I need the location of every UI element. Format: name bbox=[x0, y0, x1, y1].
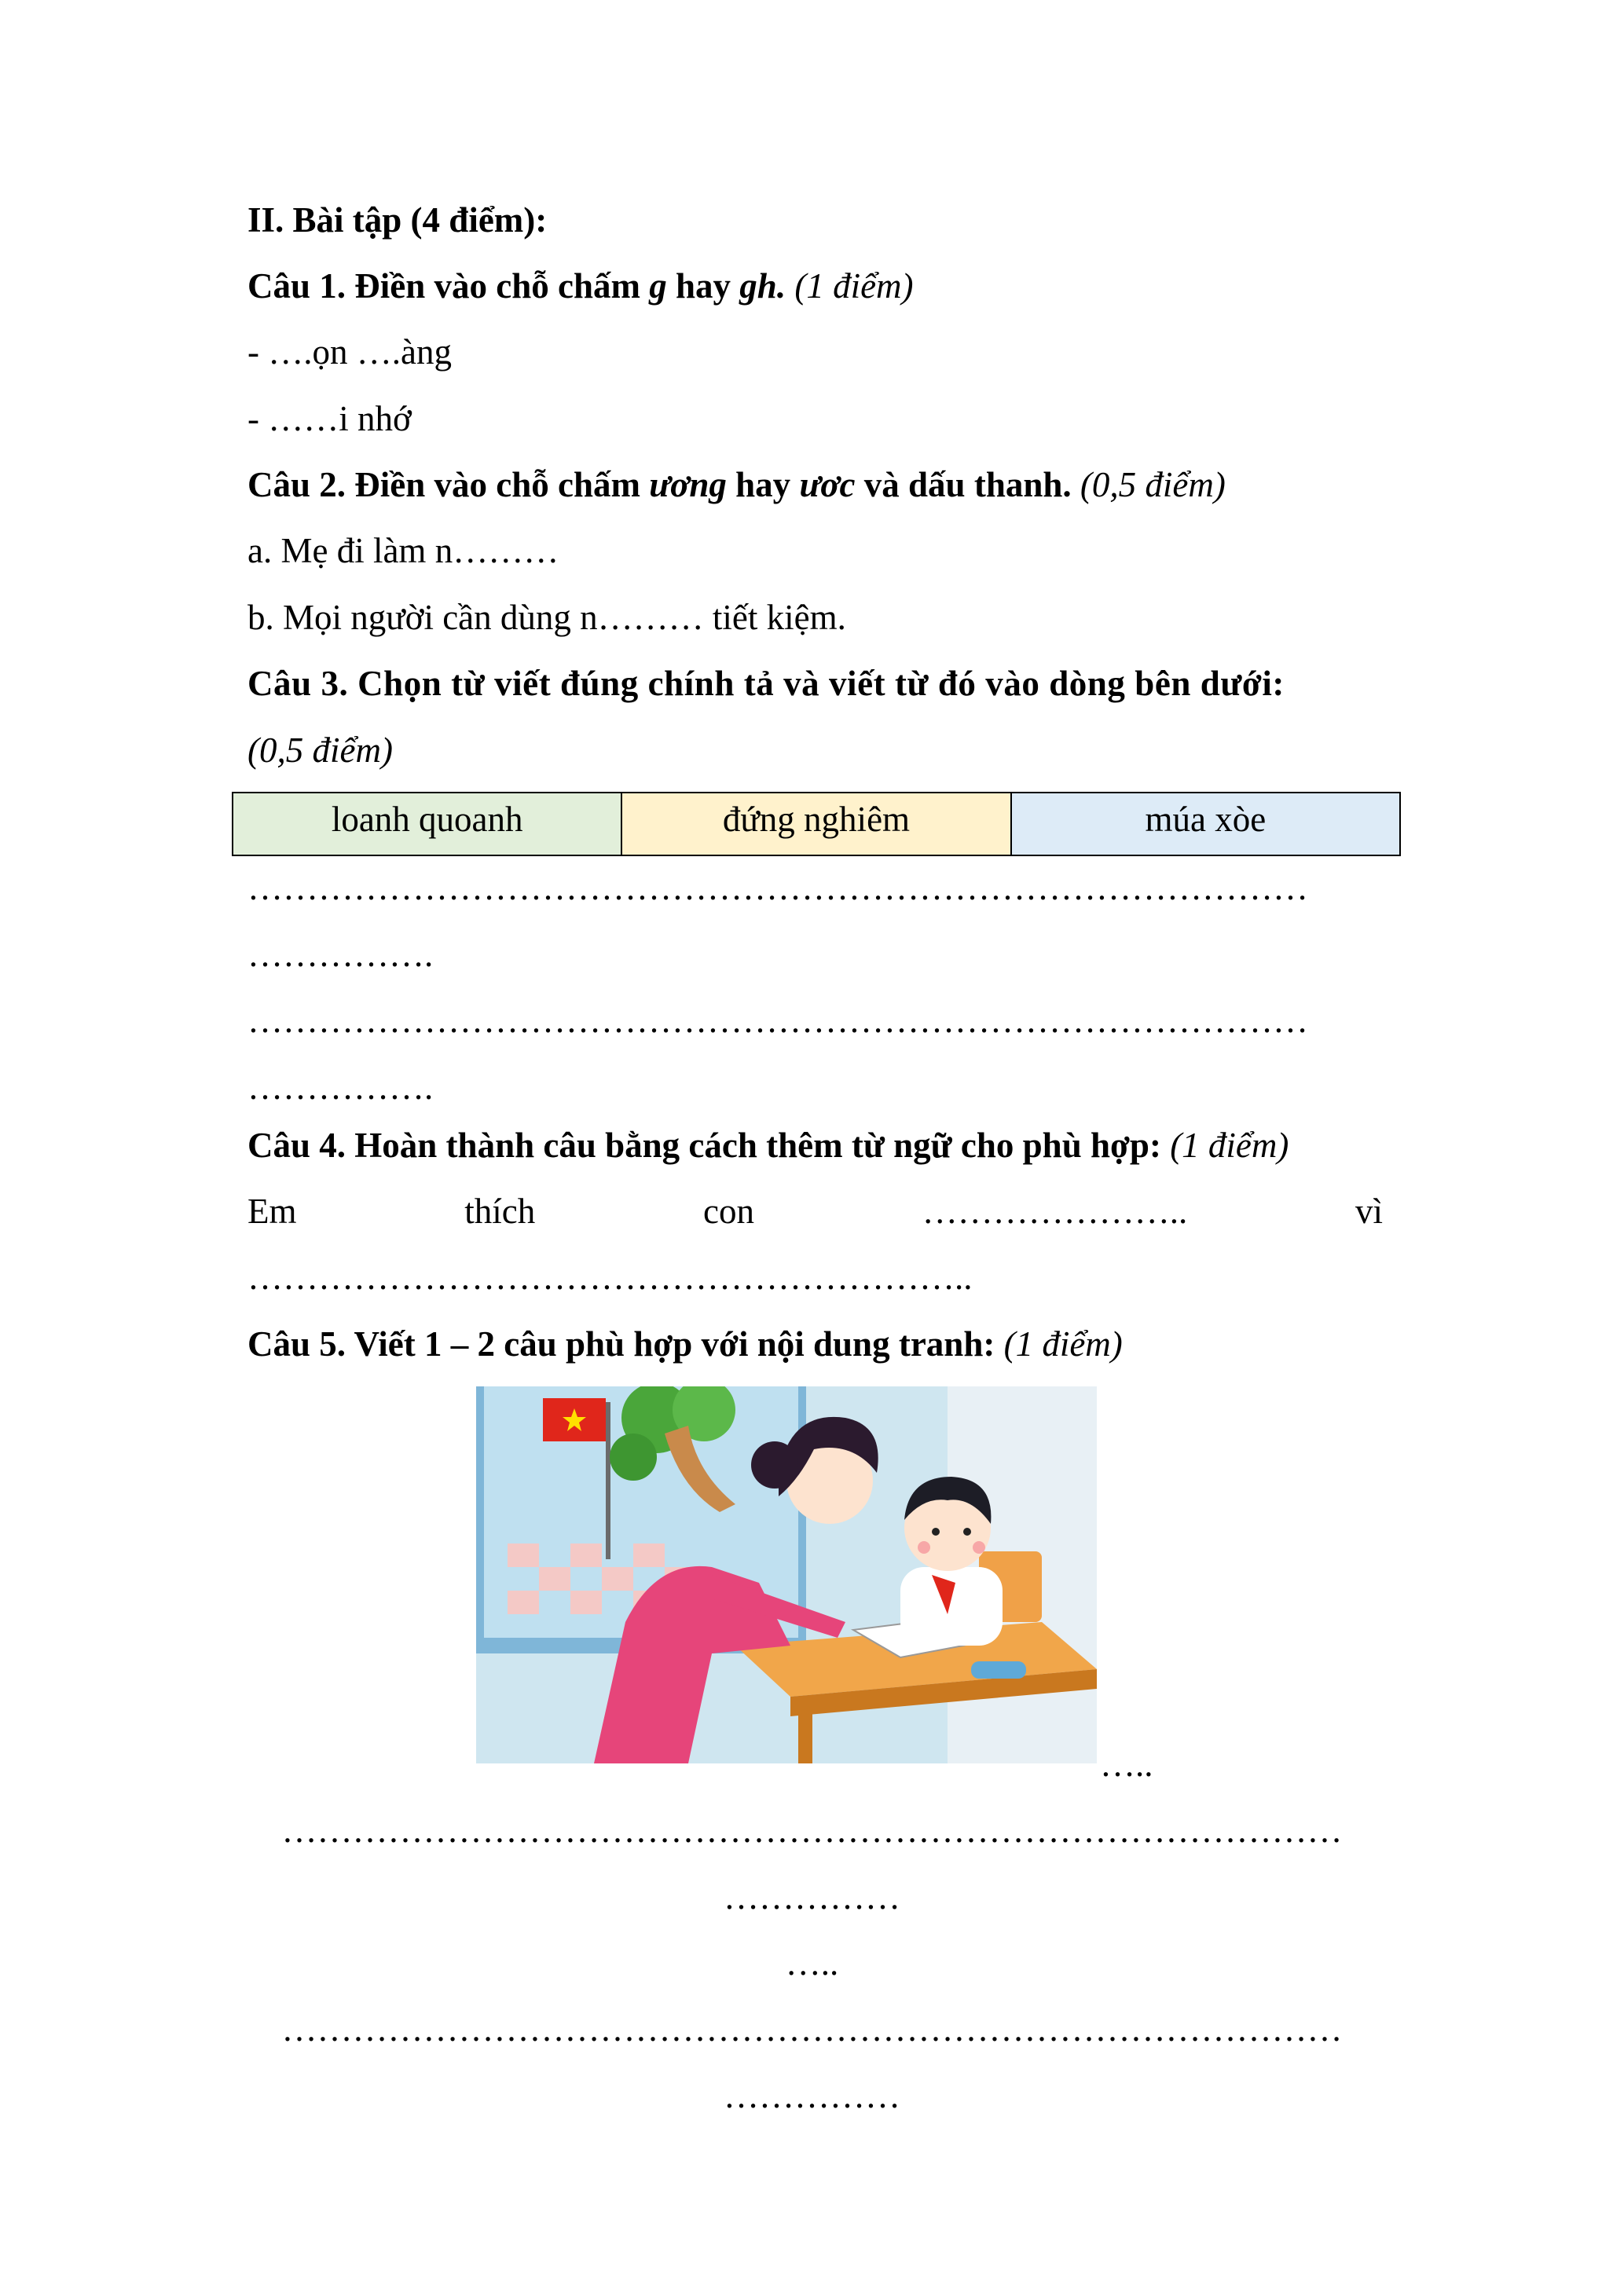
question-2-label: Câu 2. Điền vào chỗ chấm bbox=[247, 465, 650, 504]
question-3-answer-line-1: ……………………………………………………………………………… bbox=[247, 868, 1308, 907]
word-cell-2: đứng nghiêm bbox=[622, 793, 1011, 855]
question-3-label: Câu 3. Chọn từ viết đúng chính tả và viết từ đó vào dòng bên dưới: bbox=[247, 664, 1285, 703]
question-5-points: (1 điểm) bbox=[1003, 1324, 1123, 1364]
question-1-line-1: - ….ọn ….àng bbox=[247, 332, 452, 372]
question-4-word-3: con bbox=[702, 1192, 754, 1231]
question-2-line-b: b. Mọi người cần dùng n……… tiết kiệm. bbox=[247, 598, 846, 637]
word-cell-1: loanh quoanh bbox=[233, 793, 622, 855]
question-4-points: (1 điểm) bbox=[1170, 1126, 1289, 1165]
question-3-answer-line-3: ……………………………………………………………………………… bbox=[247, 1001, 1308, 1040]
question-3-answer-line-2: ……………. bbox=[247, 935, 434, 974]
question-4-word-2: thích bbox=[464, 1192, 536, 1231]
question-3-answer-line-4: ……………. bbox=[247, 1067, 434, 1107]
section-title: II. Bài tập (4 điểm): bbox=[247, 200, 548, 240]
question-1-option-b: gh. bbox=[739, 266, 786, 306]
question-5-answer-line-3: ….. bbox=[785, 1943, 839, 1983]
question-5-label: Câu 5. Viết 1 – 2 câu phù hợp với nội dung tranh: bbox=[247, 1324, 995, 1364]
question-5-answer-line-4: ……………………………………………………………………………… bbox=[281, 2009, 1343, 2049]
question-5-answer-line-5: …………… bbox=[724, 2076, 900, 2115]
question-2-option-b: ươc bbox=[799, 465, 856, 504]
question-4-line-2: …………………………………………………….. bbox=[247, 1258, 973, 1297]
question-1-option-a: g bbox=[649, 266, 667, 306]
question-4-heading bbox=[247, 1122, 1289, 1169]
question-4-label: Câu 4. Hoàn thành câu bằng cách thêm từ ngữ cho phù hợp: bbox=[247, 1126, 1161, 1165]
question-2-heading bbox=[247, 461, 1226, 508]
word-choice-table bbox=[232, 792, 1401, 856]
question-1-label: Câu 1. Điền vào chỗ chấm bbox=[247, 266, 650, 306]
question-2-tail: và dấu thanh. bbox=[855, 465, 1072, 504]
question-4-word-1: Em bbox=[247, 1192, 297, 1231]
question-4-word-5: vì bbox=[1355, 1192, 1383, 1231]
question-1-mid: hay bbox=[666, 266, 740, 306]
question-1-points: (1 điểm) bbox=[794, 266, 914, 306]
question-1-heading bbox=[247, 262, 914, 309]
question-5-answer-line-2: …………… bbox=[724, 1877, 900, 1917]
question-1-line-2: - ……i nhớ bbox=[247, 399, 412, 438]
question-4-sentence bbox=[247, 1188, 1383, 1235]
word-cell-3: múa xòe bbox=[1012, 793, 1399, 855]
question-4-blank: ………………….. bbox=[922, 1192, 1188, 1231]
classroom-illustration bbox=[476, 1386, 1097, 1763]
question-5-answer-line-1: ……………………………………………………………………………… bbox=[281, 1811, 1343, 1850]
question-2-points: (0,5 điểm) bbox=[1080, 465, 1226, 504]
question-2-option-a: ương bbox=[649, 465, 727, 504]
question-3-points: (0,5 điểm) bbox=[247, 731, 393, 770]
question-2-mid: hay bbox=[726, 465, 800, 504]
question-2-line-a: a. Mẹ đi làm n……… bbox=[247, 531, 559, 570]
question-5-after-image: ….. bbox=[1100, 1745, 1153, 1784]
question-5-heading bbox=[247, 1320, 1123, 1368]
